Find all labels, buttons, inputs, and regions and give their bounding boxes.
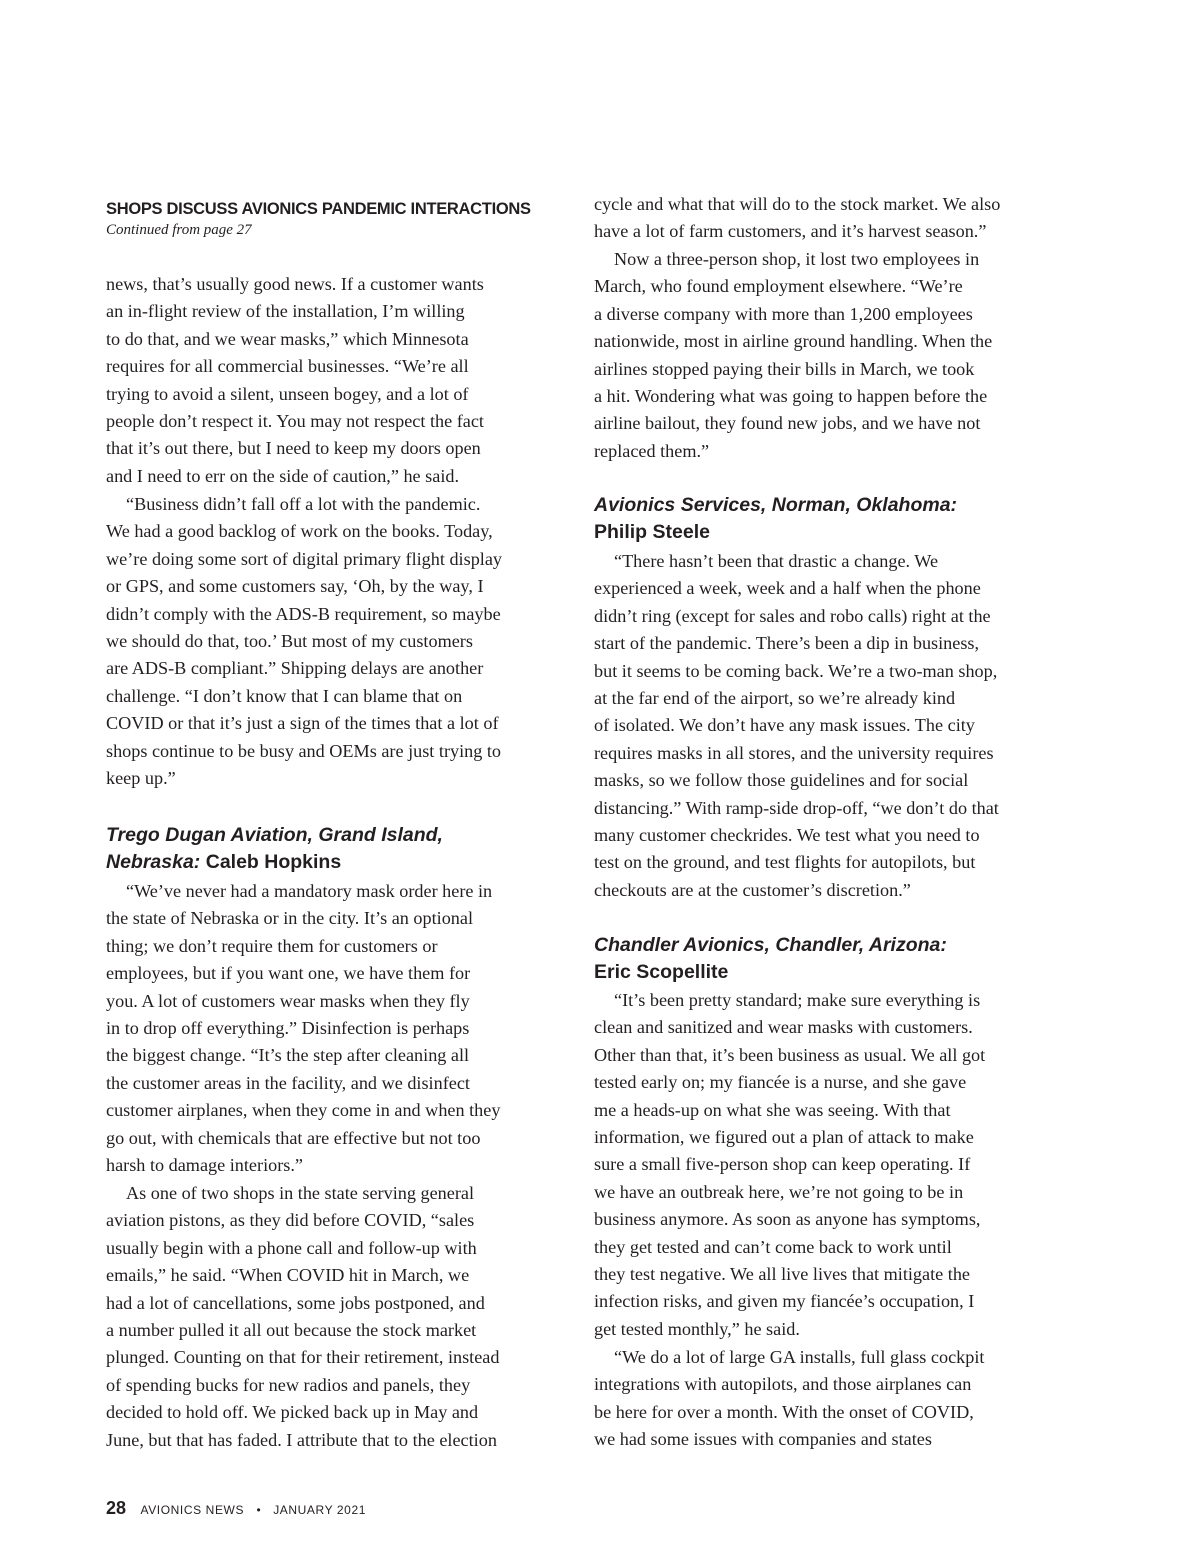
text-line: clean and sanitized and wear masks with customers.	[594, 1017, 973, 1038]
issue-date: JANUARY 2021	[273, 1503, 366, 1517]
footer-bullet: •	[256, 1503, 261, 1517]
text-line: replaced them.”	[594, 440, 710, 461]
text-line: employees, but if you want one, we have them for	[106, 963, 471, 984]
text-line: that it’s out there, but I need to keep my doors open	[106, 438, 481, 459]
right-paragraph-3	[594, 548, 999, 904]
text-line: had a lot of cancellations, some jobs postponed, and	[106, 1292, 485, 1313]
section-chandler-avionics	[594, 932, 947, 986]
text-line: “It’s been pretty standard; make sure everything is	[614, 990, 981, 1010]
text-line: have a lot of farm customers, and it’s harvest season.”	[594, 221, 987, 242]
text-line: are ADS-B compliant.” Shipping delays are another	[106, 658, 484, 679]
left-paragraph-1	[106, 271, 484, 490]
left-paragraph-2	[106, 491, 502, 792]
section-location: Chandler Avionics, Chandler, Arizona:	[594, 934, 947, 956]
text-line: experienced a week, week and a half when the phone	[594, 578, 981, 599]
text-line: the biggest change. “It’s the step after cleaning all	[106, 1045, 470, 1066]
text-line: go out, with chemicals that are effective but not too	[106, 1127, 481, 1148]
paragraph	[594, 548, 999, 904]
text-line: “There hasn’t been that drastic a change. We	[614, 551, 939, 571]
text-line: tested early on; my fiancée is a nurse, and she gave	[594, 1072, 967, 1093]
page-number: 28	[106, 1498, 127, 1518]
text-line: March, who found employment elsewhere. “We’re	[594, 276, 963, 297]
text-line: thing; we don’t require them for customers or	[106, 935, 438, 956]
text-line: emails,” he said. “When COVID hit in March, we	[106, 1265, 470, 1286]
section-location: Nebraska:	[106, 851, 201, 873]
text-line: masks, so we follow those guidelines and for social	[594, 770, 969, 791]
text-line: but it seems to be coming back. We’re a two-man shop,	[594, 660, 998, 681]
page-footer	[106, 1498, 366, 1519]
text-line: sure a small five-person shop can keep operating. If	[594, 1154, 971, 1175]
text-line: an in-flight review of the installation, I’m willing	[106, 301, 465, 322]
text-line: and I need to err on the side of caution,” he said.	[106, 465, 460, 486]
text-line: Other than that, it’s been business as usual. We all got	[594, 1044, 986, 1065]
paragraph	[106, 1180, 499, 1454]
text-line: business anymore. As soon as anyone has symptoms,	[594, 1209, 981, 1230]
right-paragraph-5	[594, 1344, 984, 1454]
text-line: challenge. “I don’t know that I can blame that on	[106, 685, 463, 706]
paragraph	[594, 1344, 984, 1454]
paragraph	[106, 271, 484, 490]
text-line: distancing.” With ramp-side drop-off, “we don’t do that	[594, 797, 999, 818]
right-paragraph-2	[594, 246, 992, 465]
section-avionics-services	[594, 492, 957, 546]
section-heading	[106, 822, 443, 876]
text-line: we had some issues with companies and states	[594, 1429, 932, 1450]
text-line: the customer areas in the facility, and we disinfect	[106, 1072, 470, 1093]
section-location: Avionics Services, Norman, Oklahoma:	[594, 494, 958, 516]
text-line: harsh to damage interiors.”	[106, 1154, 303, 1175]
text-line: June, but that has faded. I attribute that to the election	[106, 1429, 497, 1450]
text-line: get tested monthly,” he said.	[594, 1318, 800, 1339]
paragraph	[106, 491, 502, 792]
text-line: Now a three-person shop, it lost two employees in	[614, 249, 980, 269]
text-line: test on the ground, and test flights for autopilots, but	[594, 852, 976, 873]
text-line: didn’t ring (except for sales and robo calls) right at the	[594, 605, 991, 626]
text-line: we have an outbreak here, we’re not going to be in	[594, 1181, 964, 1202]
text-line: they get tested and can’t come back to work until	[594, 1236, 952, 1257]
text-line: a hit. Wondering what was going to happen before the	[594, 385, 988, 406]
text-line: usually begin with a phone call and follow-up with	[106, 1237, 477, 1258]
text-line: checkouts are at the customer’s discretion.”	[594, 879, 911, 900]
text-line: “Business didn’t fall off a lot with the pandemic.	[126, 494, 481, 514]
text-line: many customer checkrides. We test what you need to	[594, 824, 980, 845]
text-line: at the far end of the airport, so we’re already kind	[594, 687, 956, 708]
text-line: a diverse company with more than 1,200 employees	[594, 303, 973, 324]
text-line: integrations with autopilots, and those airplanes can	[594, 1374, 972, 1395]
section-heading	[594, 932, 947, 986]
paragraph	[106, 878, 500, 1179]
text-line: news, that’s usually good news. If a customer wants	[106, 274, 484, 294]
text-line: the state of Nebraska or in the city. It’s an optional	[106, 908, 474, 929]
text-line: or GPS, and some customers say, ‘Oh, by the way, I	[106, 576, 484, 597]
left-paragraph-3	[106, 878, 500, 1179]
text-line: shops continue to be busy and OEMs are just trying to	[106, 740, 502, 761]
text-line: trying to avoid a silent, unseen bogey, and a lot of	[106, 383, 469, 404]
text-line: requires masks in all stores, and the university requires	[594, 742, 994, 763]
section-trego-dugan	[106, 822, 443, 876]
text-line: requires for all commercial businesses. “We’re all	[106, 356, 469, 377]
text-line: We had a good backlog of work on the books. Today,	[106, 521, 493, 542]
text-line: a number pulled it all out because the stock market	[106, 1319, 477, 1340]
text-line: they test negative. We all live lives that mitigate the	[594, 1263, 970, 1284]
section-person: Philip Steele	[594, 521, 710, 543]
text-line: cycle and what that will do to the stock market. We also	[594, 194, 1001, 214]
right-paragraph-1	[594, 191, 1000, 246]
paragraph	[594, 191, 1000, 246]
text-line: start of the pandemic. There’s been a dip in business,	[594, 633, 980, 654]
text-line: we should do that, too.’ But most of my customers	[106, 630, 473, 651]
text-line: “We do a lot of large GA installs, full glass cockpit	[614, 1347, 985, 1367]
text-line: nationwide, most in airline ground handling. When the	[594, 331, 993, 352]
section-location: Trego Dugan Aviation, Grand Island,	[106, 824, 443, 846]
text-line: As one of two shops in the state serving general	[126, 1183, 475, 1203]
publication-name: AVIONICS NEWS	[140, 1503, 245, 1517]
text-line: plunged. Counting on that for their retirement, instead	[106, 1347, 500, 1368]
text-line: we’re doing some sort of digital primary flight display	[106, 548, 503, 569]
text-line: infection risks, and given my fiancée’s occupation, I	[594, 1291, 975, 1312]
left-paragraph-4	[106, 1180, 499, 1454]
text-line: to do that, and we wear masks,” which Minnesota	[106, 328, 469, 349]
text-line: keep up.”	[106, 767, 176, 788]
section-kicker: SHOPS DISCUSS AVIONICS PANDEMIC INTERACTIONS	[106, 200, 531, 218]
text-line: me a heads-up on what she was seeing. With that	[594, 1099, 951, 1120]
text-line: people don’t respect it. You may not respect the fact	[106, 410, 484, 431]
text-line: airline bailout, they found new jobs, and we have not	[594, 413, 981, 434]
text-line: of spending bucks for new radios and panels, they	[106, 1374, 471, 1395]
text-line: didn’t comply with the ADS-B requirement, so maybe	[106, 603, 501, 624]
text-line: airlines stopped paying their bills in March, we took	[594, 358, 975, 379]
section-person: Caleb Hopkins	[205, 851, 342, 873]
section-heading	[594, 492, 957, 546]
section-person: Eric Scopellite	[594, 961, 729, 983]
text-line: aviation pistons, as they did before COVID, “sales	[106, 1210, 475, 1231]
text-line: you. A lot of customers wear masks when they fly	[106, 990, 470, 1011]
text-line: of isolated. We don’t have any mask issues. The city	[594, 715, 975, 736]
text-line: customer airplanes, when they come in and when they	[106, 1100, 501, 1121]
text-line: “We’ve never had a mandatory mask order here in	[126, 881, 493, 901]
text-line: in to drop off everything.” Disinfection is perhaps	[106, 1017, 470, 1038]
right-paragraph-4	[594, 987, 985, 1343]
continued-note: Continued from page 27	[106, 222, 252, 238]
text-line: decided to hold off. We picked back up in May and	[106, 1402, 479, 1423]
paragraph	[594, 987, 985, 1343]
text-line: information, we figured out a plan of attack to make	[594, 1126, 974, 1147]
paragraph	[594, 246, 992, 465]
text-line: COVID or that it’s just a sign of the times that a lot of	[106, 713, 499, 734]
text-line: be here for over a month. With the onset of COVID,	[594, 1401, 974, 1422]
